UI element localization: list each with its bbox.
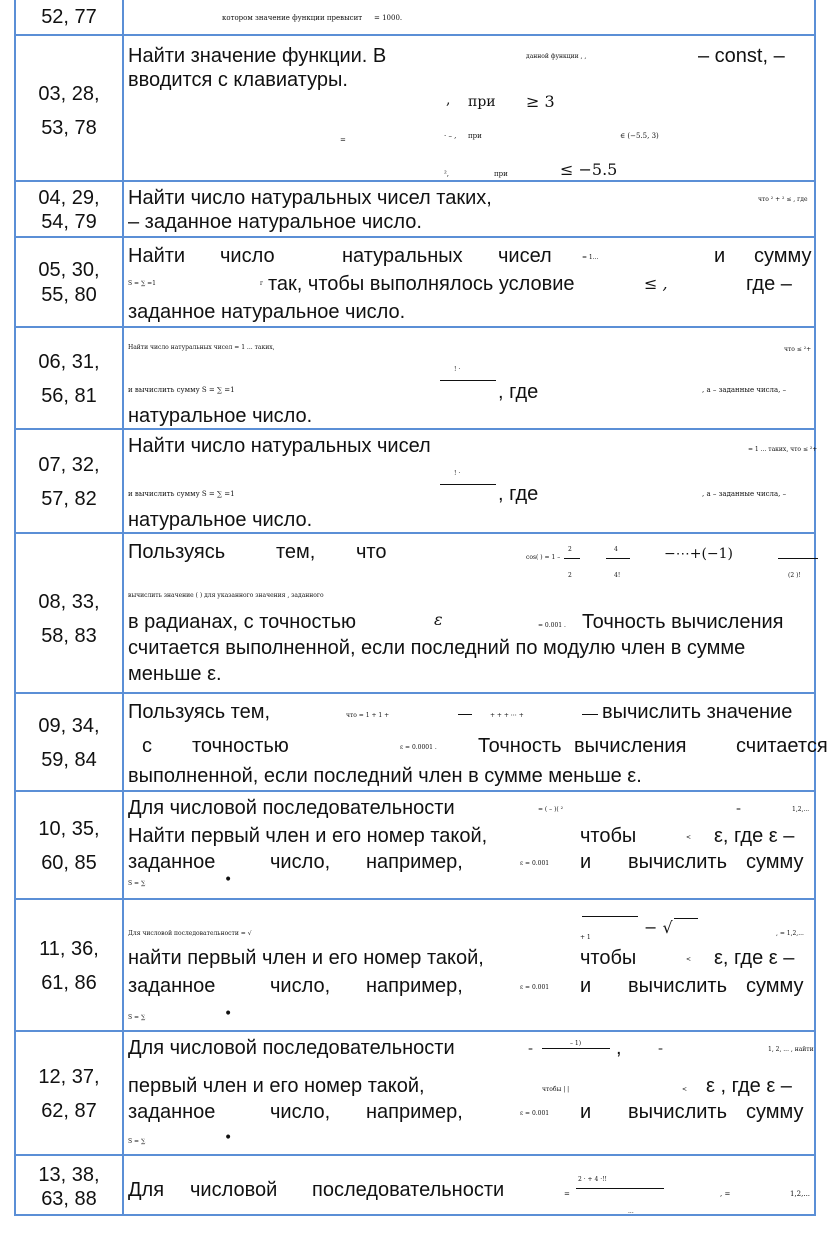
task-text: и xyxy=(580,851,592,873)
task-cell xyxy=(128,238,812,328)
fraction-bar xyxy=(458,714,472,715)
formula-text: + + + ⋯ + xyxy=(490,712,524,719)
task-text: заданное натуральное число. xyxy=(128,301,406,323)
variant-number-text: 03, 28, xyxy=(38,83,100,105)
variant-number-text: 63, 88 xyxy=(41,1188,97,1210)
task-text: выполненной, если последний член в сумме меньше ε. xyxy=(128,765,642,787)
variant-numbers xyxy=(16,182,122,238)
formula-text: S = ∑ xyxy=(128,1014,146,1021)
bullet-dot: • xyxy=(224,1006,233,1022)
formula-text: при xyxy=(494,170,508,178)
variant-number-text: 07, 32, xyxy=(38,454,100,476)
formula-text: , = 1,2,... xyxy=(776,930,804,937)
fraction-bar xyxy=(440,484,496,485)
task-text: заданное xyxy=(128,851,216,873)
formula-text: 1,2,... xyxy=(790,1190,811,1198)
variant-numbers xyxy=(16,792,122,900)
variant-number-text: 06, 31, xyxy=(38,351,100,373)
task-text: например, xyxy=(366,851,463,873)
variant-number-text: 60, 85 xyxy=(41,852,97,874)
fraction-bar xyxy=(606,558,630,559)
variant-numbers xyxy=(16,1032,122,1156)
task-text: последовательности xyxy=(312,1179,505,1201)
small-text: и вычислить сумму S = ∑ =1 xyxy=(128,386,235,394)
variant-numbers xyxy=(16,328,122,430)
variant-number-text: 13, 38, xyxy=(38,1164,100,1186)
small-text: и вычислить сумму S = ∑ =1 xyxy=(128,490,235,498)
small-text: (2 )! xyxy=(788,572,801,579)
variant-numbers xyxy=(16,1156,122,1218)
column-divider xyxy=(122,238,124,326)
small-text: = 1... xyxy=(582,254,599,261)
fraction-bar xyxy=(564,558,580,559)
task-text: вычислить xyxy=(628,975,728,997)
task-text: в радианах, с точностью xyxy=(128,611,357,633)
small-text: что ² + ² ≤ , где xyxy=(758,196,808,203)
task-text: например, xyxy=(366,1101,463,1123)
task-cell xyxy=(128,182,806,238)
variant-number-text: 10, 35, xyxy=(38,818,100,840)
column-divider xyxy=(122,1156,124,1216)
formula-text: ², xyxy=(444,170,450,178)
bullet-dot: • xyxy=(224,872,233,888)
variant-number-text: 62, 87 xyxy=(41,1100,97,1122)
task-text: Для xyxy=(128,1179,165,1201)
task-text: Для числовой последовательности xyxy=(128,1037,455,1059)
task-text: ε, где ε – xyxy=(714,947,795,969)
formula-text: при xyxy=(468,94,496,110)
task-text: сумму xyxy=(754,245,812,267)
table-row xyxy=(16,428,818,532)
variant-number-text: 05, 30, xyxy=(38,259,100,281)
task-cell xyxy=(128,36,806,182)
table-row xyxy=(16,898,814,1030)
task-text: Точность вычисления xyxy=(582,611,784,633)
task-text: и xyxy=(580,1101,592,1123)
column-divider xyxy=(122,534,124,692)
table-row xyxy=(16,790,814,898)
task-text: и xyxy=(714,245,726,267)
fraction-bar xyxy=(582,714,598,715)
variant-numbers xyxy=(16,238,122,328)
tasks-table xyxy=(14,0,828,1216)
task-cell xyxy=(128,792,810,900)
formula-text: · – , xyxy=(444,132,457,140)
task-text: тем, xyxy=(276,541,316,563)
task-text: , где xyxy=(498,483,539,505)
formula-text: = 0.001 . xyxy=(538,622,566,629)
formula-text: −⋯+(−1) xyxy=(664,546,734,562)
formula-text: − √ xyxy=(644,918,673,937)
task-cell xyxy=(128,328,812,430)
small-text: котором значение функции превысит xyxy=(222,14,363,22)
formula-text: чтобы | | xyxy=(542,1086,570,1093)
table-row xyxy=(16,34,814,180)
sqrt-bar xyxy=(674,918,698,919)
formula-text: < xyxy=(686,956,692,963)
formula-text: ≥ 3 xyxy=(526,92,555,111)
small-text: , а – заданные числа, – xyxy=(702,386,787,394)
task-text: Найти число натуральных чисел xyxy=(128,435,431,457)
small-text: 4! xyxy=(614,572,621,579)
task-text: Пользуясь тем, xyxy=(128,701,271,723)
small-text: данной функции , , xyxy=(526,53,587,60)
formula-text: S = ∑ xyxy=(128,1138,146,1145)
task-text: – const, – xyxy=(698,45,785,67)
task-text: вычислить xyxy=(628,851,728,873)
variant-number-text: 04, 29, xyxy=(38,187,100,209)
task-text: что xyxy=(356,541,387,563)
formula-text: < xyxy=(686,834,692,841)
small-text: 4 xyxy=(614,546,618,553)
variant-numbers xyxy=(16,694,122,792)
variant-number-text: 55, 80 xyxy=(41,284,97,306)
formula-text: , = xyxy=(720,1190,731,1198)
small-text: ! · xyxy=(454,366,461,373)
formula-text: , xyxy=(446,92,451,108)
task-text: вычислить значение xyxy=(602,701,793,723)
variant-numbers xyxy=(16,900,122,1032)
task-text: Для числовой последовательности xyxy=(128,797,455,819)
task-text: меньше ε. xyxy=(128,663,222,685)
formula-text: ≤ −5.5 xyxy=(560,160,618,179)
variant-number-text: 53, 78 xyxy=(41,117,97,139)
table-row xyxy=(16,180,814,236)
task-text: вычислить xyxy=(628,1101,728,1123)
formula-text: что = 1 + 1 + xyxy=(346,712,390,719)
task-text: так, чтобы выполнялось условие xyxy=(268,273,575,295)
task-text: сумму xyxy=(746,975,804,997)
table-row xyxy=(16,0,814,34)
table-row xyxy=(16,1030,814,1154)
small-text: , а – заданные числа, – xyxy=(702,490,787,498)
table-row xyxy=(16,692,828,790)
task-text: найти первый член и его номер такой, xyxy=(128,947,484,969)
formula-text: = xyxy=(564,1190,570,1198)
bullet-dot: • xyxy=(224,1130,233,1146)
task-text: вводится с клавиатуры. xyxy=(128,69,348,91)
sqrt-bar xyxy=(582,916,638,917)
task-text: число, xyxy=(270,1101,331,1123)
small-text: = 1 ... таких, что ≤ ²+ xyxy=(748,446,818,453)
table-row xyxy=(16,236,814,326)
task-text: ε , где ε – xyxy=(706,1075,792,1097)
task-cell xyxy=(128,694,828,792)
column-divider xyxy=(122,792,124,898)
small-text: г xyxy=(260,280,264,287)
task-text: заданное xyxy=(128,1101,216,1123)
formula-text: = xyxy=(340,136,346,144)
formula-text: cos( ) = 1 – xyxy=(526,554,561,561)
fraction-bar xyxy=(542,1048,610,1049)
table-row xyxy=(16,1154,814,1216)
column-divider xyxy=(122,0,124,34)
small-text: вычислить значение ( ) для указанного значения , заданного xyxy=(128,592,324,599)
formula-text: = xyxy=(528,1046,534,1053)
formula-text: ∈ (−5.5, 3) xyxy=(620,132,659,140)
task-text: считается xyxy=(736,735,828,757)
small-text: что ≤ ²+ xyxy=(784,346,812,353)
task-text: сумму xyxy=(746,1101,804,1123)
task-text: например, xyxy=(366,975,463,997)
formula-text: ε = 0.0001 . xyxy=(400,744,437,751)
small-text: 2 xyxy=(568,546,572,553)
task-cell xyxy=(128,534,806,694)
variant-numbers xyxy=(16,430,122,534)
task-text: натуральных xyxy=(342,245,463,267)
task-text: Найти xyxy=(128,245,186,267)
formula-text: ε = 0.001 xyxy=(520,860,550,867)
task-text: – заданное натуральное число. xyxy=(128,211,422,233)
task-text: ε, где ε – xyxy=(714,825,795,847)
task-cell xyxy=(128,430,818,534)
small-text: 2 xyxy=(568,572,572,579)
task-cell xyxy=(128,0,806,34)
formula-text: Для числовой последовательности = √ xyxy=(128,930,252,937)
task-text: где – xyxy=(746,273,792,295)
variant-number-text: 09, 34, xyxy=(38,715,100,737)
task-text: чисел xyxy=(498,245,552,267)
table-row xyxy=(16,532,814,692)
task-text: натуральное число. xyxy=(128,405,313,427)
formula-text: ≤ , xyxy=(644,274,668,293)
task-cell xyxy=(128,900,806,1032)
task-text: Найти значение функции. В xyxy=(128,45,387,67)
formula-text: = xyxy=(736,806,742,813)
task-text: с xyxy=(142,735,152,757)
task-text: Точность xyxy=(478,735,562,757)
column-divider xyxy=(122,694,124,790)
task-text: чтобы xyxy=(580,947,637,969)
task-text: вычисления xyxy=(574,735,687,757)
column-divider xyxy=(122,328,124,428)
formula-text: ε = 0.001 xyxy=(520,1110,550,1117)
task-text: число, xyxy=(270,975,331,997)
variant-number-text: 52, 77 xyxy=(41,6,97,28)
small-text: ... xyxy=(628,1208,634,1215)
variant-numbers xyxy=(16,0,122,34)
task-text: число xyxy=(220,245,275,267)
fraction-bar xyxy=(576,1188,664,1189)
task-cell xyxy=(128,1032,814,1156)
small-text: + 1 xyxy=(580,934,591,941)
formula-text: = xyxy=(658,1046,664,1053)
variant-number-text: 56, 81 xyxy=(41,385,97,407)
formula-text: ε xyxy=(434,610,443,629)
task-text: чтобы xyxy=(580,825,637,847)
formula-text: 1, 2, ... , найти xyxy=(768,1046,814,1053)
variant-number-text: 59, 84 xyxy=(41,749,97,771)
formula-text: S = ∑ =1 xyxy=(128,280,156,287)
column-divider xyxy=(122,1032,124,1154)
task-text: первый член и его номер такой, xyxy=(128,1075,425,1097)
column-divider xyxy=(122,36,124,180)
task-text: считается выполненной, если последний по модулю член в сумме xyxy=(128,637,746,659)
table-row xyxy=(16,326,814,428)
formula-text: 2 · + 4 ·!! xyxy=(578,1176,607,1183)
task-text: Пользуясь xyxy=(128,541,226,563)
small-text: Найти число натуральных чисел = 1 ... таких, xyxy=(128,344,275,351)
task-text: число, xyxy=(270,851,331,873)
task-text: , xyxy=(616,1037,622,1059)
formula-text: < xyxy=(682,1086,688,1093)
formula-text: ε = 0.001 xyxy=(520,984,550,991)
variant-number-text: 58, 83 xyxy=(41,625,97,647)
formula-text: при xyxy=(468,132,482,140)
variant-number-text: 57, 82 xyxy=(41,488,97,510)
variant-number-text: 11, 36, xyxy=(39,938,99,960)
variant-number-text: 61, 86 xyxy=(41,972,97,994)
task-text: , где xyxy=(498,381,539,403)
task-text: заданное xyxy=(128,975,216,997)
fraction-bar xyxy=(778,558,818,559)
variant-number-text: 08, 33, xyxy=(38,591,100,613)
column-divider xyxy=(122,430,124,532)
formula-text: – 1) xyxy=(570,1040,582,1047)
variant-number-text: 54, 79 xyxy=(41,211,97,233)
task-text: и xyxy=(580,975,592,997)
task-text: натуральное число. xyxy=(128,509,313,531)
column-divider xyxy=(122,900,124,1030)
task-text: числовой xyxy=(190,1179,278,1201)
task-text: Найти первый член и его номер такой, xyxy=(128,825,488,847)
variant-numbers xyxy=(16,574,122,664)
variant-numbers xyxy=(16,66,122,156)
task-cell xyxy=(128,1156,811,1218)
fraction-bar xyxy=(440,380,496,381)
task-text: Найти число натуральных чисел таких, xyxy=(128,187,492,209)
variant-number-text: 12, 37, xyxy=(38,1066,100,1088)
small-text: = 1000. xyxy=(374,14,403,22)
formula-text: 1,2,... xyxy=(792,806,810,813)
task-text: сумму xyxy=(746,851,804,873)
task-text: точностью xyxy=(192,735,289,757)
small-text: ! · xyxy=(454,470,461,477)
formula-text: = ( – )( ² xyxy=(538,806,564,813)
formula-text: S = ∑ xyxy=(128,880,146,887)
column-divider xyxy=(122,182,124,236)
